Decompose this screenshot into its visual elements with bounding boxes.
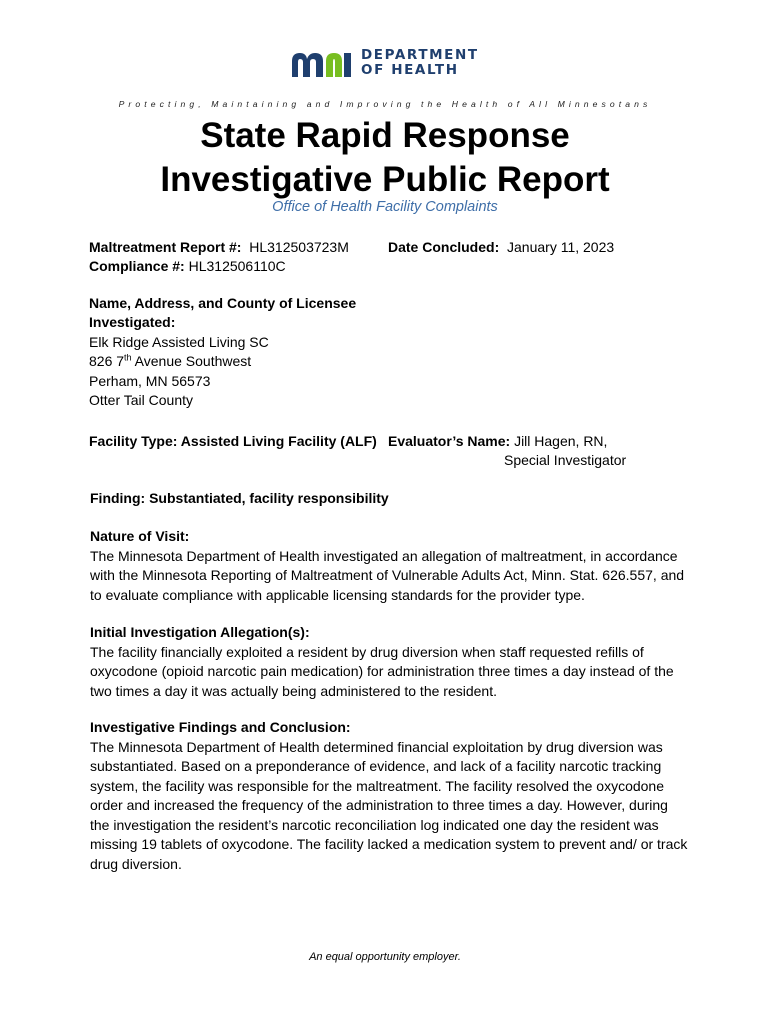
- allegation-body: The facility financially exploited a resident by drug diversion when staff requested refills of oxycodone (opioid narcotic pain medication) for administration three times a day instead of the two times a day it was actually being administered to the resident.: [90, 643, 674, 699]
- logo-line-2: OF HEALTH: [361, 62, 459, 78]
- evaluator-row: [388, 432, 626, 451]
- licensee-city: Perham, MN 56573: [89, 372, 211, 389]
- street-number: 826 7: [89, 353, 125, 370]
- section-findings: [90, 718, 690, 874]
- date-value: January 11, 2023: [507, 239, 615, 255]
- tagline: Protecting, Maintaining and Improving the Health of All Minnesotans: [118, 99, 652, 109]
- evaluator-title: Special Investigator: [504, 452, 627, 469]
- title-line-1: State Rapid Response: [200, 116, 570, 155]
- facility-type: Facility Type: Assisted Living Facility (ALF): [89, 433, 377, 449]
- page-subtitle: Office of Health Facility Complaints: [272, 199, 498, 215]
- findings-body: The Minnesota Department of Health determined financial exploitation by drug diversion was substantiated. Based on a preponderance of evidence, and lack of a facility narcotic tracking system, the facility was responsible for the maltreatment. The facility resolved the oxycodone order and increased the frequency of the administration to three times a day. However, during the investigation the resident’s narcotic reconciliation log indicated one day the resident was missing 19 tablets of oxycodone. The facility lacked a medication system to prevent and/ or track drug diversion.: [90, 738, 688, 872]
- footer: An equal opportunity employer.: [309, 951, 461, 963]
- date-concluded: [388, 238, 614, 257]
- visit-body: The Minnesota Department of Health investigated an allegation of maltreatment, in accordance with the Minnesota Reporting of Maltreatment of Vulnerable Adults Act, Minn. Stat. 626.557, and to evaluate compliance with applicable licensing standards for the provider type.: [90, 547, 685, 603]
- report-numbers: [89, 238, 349, 277]
- maltreatment-value: HL312503723M: [249, 239, 349, 255]
- page-title: [0, 114, 770, 202]
- section-nature-of-visit: [90, 527, 690, 605]
- logo-text: [361, 48, 479, 78]
- maltreatment-label: Maltreatment Report #:: [89, 239, 242, 255]
- maltreatment-row: [89, 238, 349, 257]
- compliance-label: Compliance #:: [89, 258, 185, 275]
- licensee-heading-2: Investigated:: [89, 314, 176, 331]
- compliance-row: [89, 257, 349, 276]
- logo-line-1: DEPARTMENT: [361, 47, 479, 63]
- compliance-value: HL312506110C: [188, 258, 286, 275]
- date-label: Date Concluded:: [388, 239, 500, 255]
- evaluator-label: Evaluator’s Name:: [388, 433, 511, 449]
- finding: Finding: Substantiated, facility responsibility: [90, 490, 389, 506]
- street-suffix: th: [124, 352, 132, 363]
- mn-logo-icon: [290, 50, 356, 78]
- licensee-block: [89, 294, 356, 410]
- mdh-logo: [290, 48, 490, 80]
- section-allegation: [90, 623, 690, 701]
- licensee-heading-1: Name, Address, and County of Licensee: [89, 295, 357, 311]
- street-rest: Avenue Southwest: [131, 353, 252, 370]
- licensee-county: Otter Tail County: [89, 392, 194, 409]
- allegation-heading: Initial Investigation Allegation(s):: [90, 624, 310, 640]
- evaluator-name: Jill Hagen, RN,: [514, 433, 608, 449]
- licensee-name: Elk Ridge Assisted Living SC: [89, 333, 269, 350]
- visit-heading: Nature of Visit:: [90, 528, 190, 544]
- findings-heading: Investigative Findings and Conclusion:: [90, 719, 351, 735]
- evaluator-block: [388, 432, 626, 471]
- licensee-street: [89, 352, 356, 371]
- title-line-2: Investigative Public Report: [160, 160, 610, 199]
